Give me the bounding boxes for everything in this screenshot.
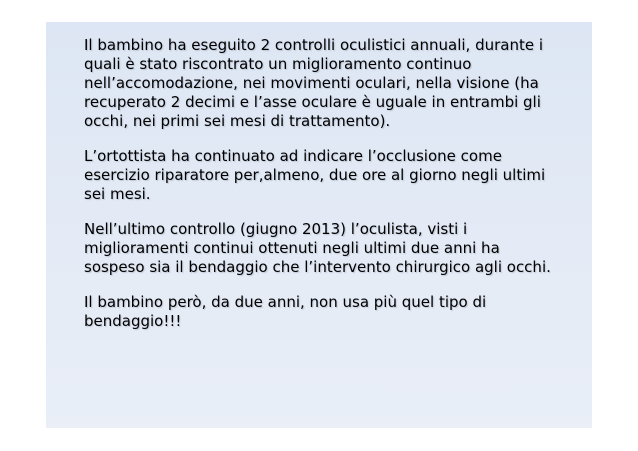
paragraph-last-check: Nell’ultimo controllo (giugno 2013) l’oculista, visti i miglioramenti continui ottenuti negli ultimi due anni ha sospeso sia il bendaggio che l’intervento chirurgico agli occhi. — [84, 220, 551, 276]
paragraph-controls: Il bambino ha eseguito 2 controlli oculistici annuali, durante i quali è stato riscontrato un miglioramento continuo nell’accomodazione, nei movimenti oculari, nella visione (ha recuperato 2 decimi e l’asse oculare è uguale in entrambi gli occhi, nei primi sei mesi di trattamento). — [84, 36, 544, 130]
paragraph-orthoptist: L’ortottista ha continuato ad indicare l’occlusione come esercizio riparatore per,almeno, due ore al giorno negli ultimi sei mesi. — [84, 147, 546, 203]
slide-panel — [46, 22, 592, 428]
paragraph-conclusion: Il bambino però, da due anni, non usa più quel tipo di bendaggio!!! — [84, 293, 487, 330]
slide-content — [84, 36, 584, 347]
